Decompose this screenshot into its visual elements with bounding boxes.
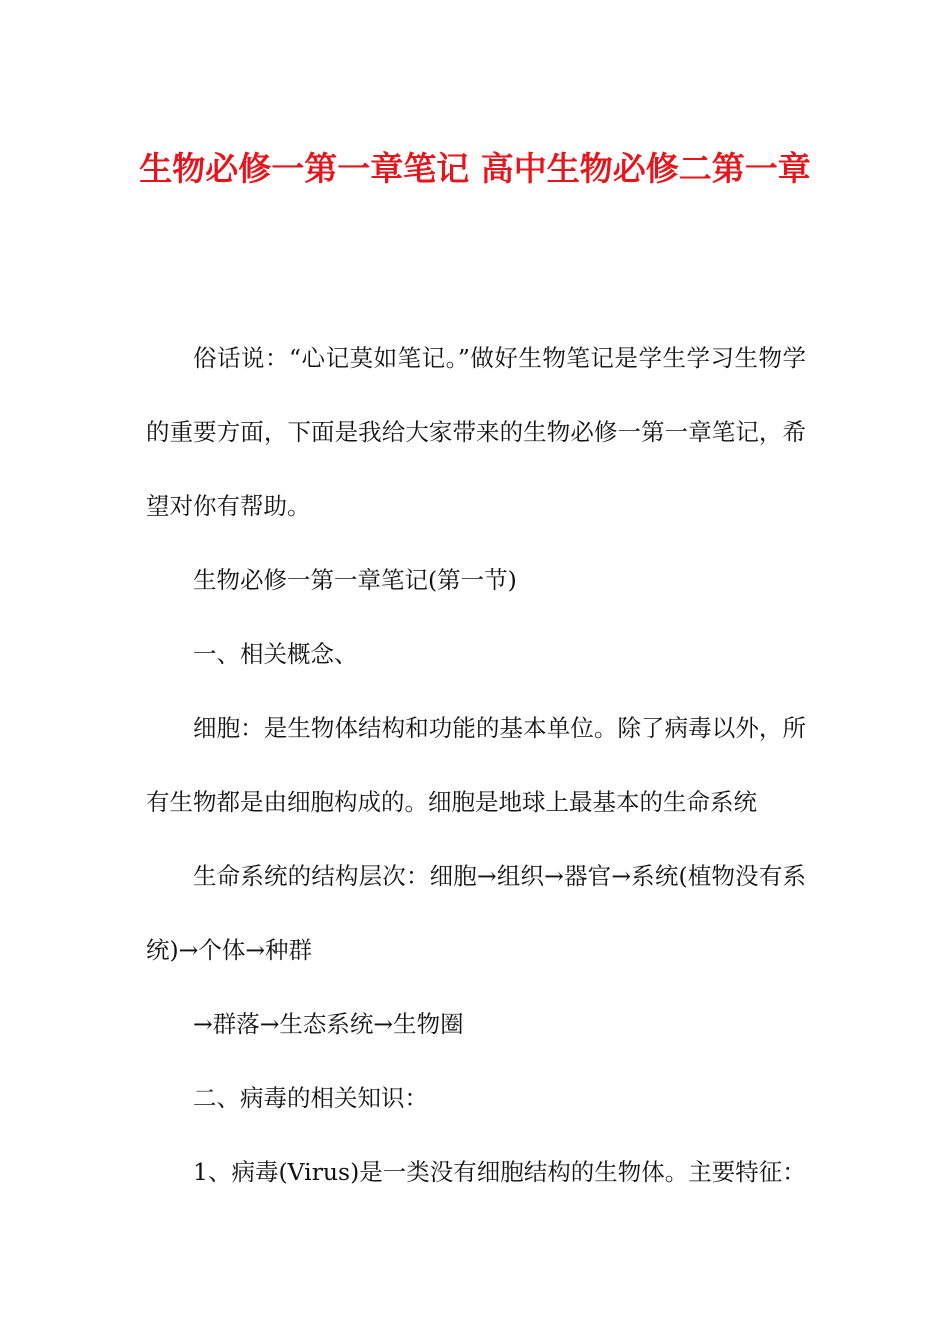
paragraph-concepts-heading: 一、相关概念、 bbox=[193, 640, 358, 668]
paragraph-cell-definition: 细胞：是生物体结构和功能的基本单位。除了病毒以外，所有生物都是由细胞构成的。细胞是地球上最基本的生命系统 bbox=[146, 714, 806, 816]
paragraph-virus-definition: 1、病毒(Virus)是一类没有细胞结构的生物体。主要特征： bbox=[193, 1158, 806, 1186]
paragraph-life-system-levels-cont: →群落→生态系统→生物圈 bbox=[193, 1010, 464, 1038]
document-body bbox=[146, 321, 806, 1209]
paragraph-intro: 俗话说：“心记莫如笔记。”做好生物笔记是学生学习生物学的重要方面，下面是我给大家带来的生物必修一第一章笔记，希望对你有帮助。 bbox=[146, 344, 806, 520]
paragraph-life-system-levels: 生命系统的结构层次：细胞→组织→器官→系统(植物没有系统)→个体→种群 bbox=[146, 862, 806, 964]
document-title: 生物必修一第一章笔记 高中生物必修二第一章 bbox=[139, 149, 811, 188]
paragraph-section-heading: 生物必修一第一章笔记(第一节) bbox=[193, 566, 517, 594]
paragraph-virus-heading: 二、病毒的相关知识： bbox=[193, 1084, 428, 1112]
